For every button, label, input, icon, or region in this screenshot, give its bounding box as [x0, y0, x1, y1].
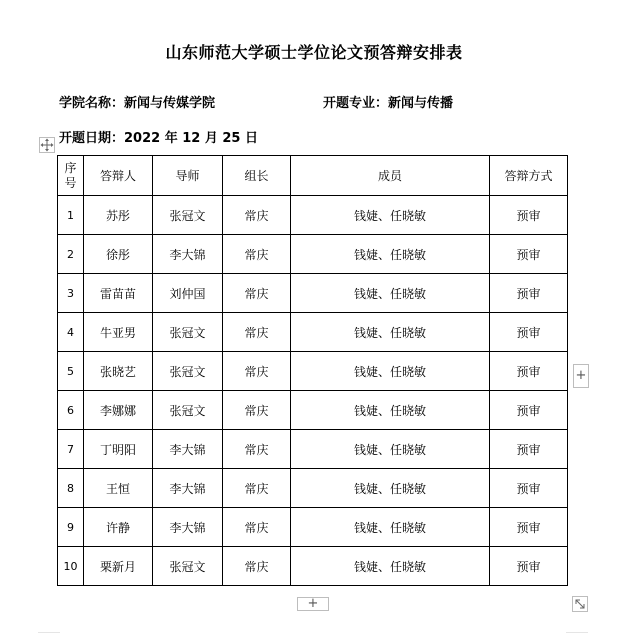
cell-members: 钱婕、任晓敏: [291, 547, 490, 586]
cell-method: 预审: [490, 391, 568, 430]
cell-student: 苏彤: [84, 196, 153, 235]
page-edge-left: [38, 632, 60, 633]
cell-student: 栗新月: [84, 547, 153, 586]
table-row: [58, 196, 568, 235]
cell-student: 李娜娜: [84, 391, 153, 430]
cell-advisor: 张冠文: [153, 352, 223, 391]
cell-student: 牛亚男: [84, 313, 153, 352]
table-resize-handle[interactable]: [572, 596, 588, 612]
cell-members: 钱婕、任晓敏: [291, 469, 490, 508]
table-row: [58, 547, 568, 586]
cell-index: 2: [58, 235, 84, 274]
cell-advisor: 张冠文: [153, 196, 223, 235]
cell-advisor: 李大锦: [153, 469, 223, 508]
cell-index: 4: [58, 313, 84, 352]
cell-members: 钱婕、任晓敏: [291, 352, 490, 391]
cell-members: 钱婕、任晓敏: [291, 430, 490, 469]
cell-leader: 常庆: [223, 352, 291, 391]
table-row: [58, 313, 568, 352]
cell-leader: 常庆: [223, 196, 291, 235]
cell-index: 1: [58, 196, 84, 235]
cell-student: 雷苗苗: [84, 274, 153, 313]
major-name: 开题专业：新闻与传播: [323, 96, 454, 111]
header-method: 答辩方式: [490, 156, 568, 196]
cell-leader: 常庆: [223, 469, 291, 508]
cell-student: 王恒: [84, 469, 153, 508]
cell-method: 预审: [490, 469, 568, 508]
cell-index: 5: [58, 352, 84, 391]
cell-leader: 常庆: [223, 274, 291, 313]
table-row: [58, 508, 568, 547]
header-leader: 组长: [223, 156, 291, 196]
cell-student: 张晓艺: [84, 352, 153, 391]
cell-method: 预审: [490, 508, 568, 547]
table-header-row: [58, 156, 568, 196]
cell-advisor: 李大锦: [153, 508, 223, 547]
header-advisor: 导师: [153, 156, 223, 196]
header-members: 成员: [291, 156, 490, 196]
cell-leader: 常庆: [223, 235, 291, 274]
cell-advisor: 张冠文: [153, 547, 223, 586]
cell-method: 预审: [490, 313, 568, 352]
cell-members: 钱婕、任晓敏: [291, 235, 490, 274]
cell-members: 钱婕、任晓敏: [291, 196, 490, 235]
document-title: 山东师范大学硕士学位论文预答辩安排表: [165, 43, 463, 62]
cell-advisor: 张冠文: [153, 391, 223, 430]
college-name: 学院名称：新闻与传媒学院: [59, 96, 216, 111]
cell-members: 钱婕、任晓敏: [291, 508, 490, 547]
cell-members: 钱婕、任晓敏: [291, 274, 490, 313]
table-move-handle[interactable]: [39, 137, 55, 153]
cell-index: 3: [58, 274, 84, 313]
cell-method: 预审: [490, 352, 568, 391]
defense-schedule-table: [57, 155, 568, 586]
cell-members: 钱婕、任晓敏: [291, 313, 490, 352]
cell-members: 钱婕、任晓敏: [291, 391, 490, 430]
cell-index: 6: [58, 391, 84, 430]
resize-icon: [573, 597, 587, 611]
cell-method: 预审: [490, 235, 568, 274]
header-index: 序号: [58, 156, 84, 196]
cell-leader: 常庆: [223, 391, 291, 430]
table-row: [58, 352, 568, 391]
cell-leader: 常庆: [223, 547, 291, 586]
cell-advisor: 刘仲国: [153, 274, 223, 313]
page-edge-right: [566, 632, 588, 633]
move-icon: [40, 138, 54, 152]
defense-date: 开题日期：2022 年 12 月 25 日: [59, 131, 258, 146]
cell-method: 预审: [490, 547, 568, 586]
cell-method: 预审: [490, 430, 568, 469]
header-student: 答辩人: [84, 156, 153, 196]
cell-student: 丁明阳: [84, 430, 153, 469]
add-column-button[interactable]: +: [573, 364, 589, 388]
cell-method: 预审: [490, 274, 568, 313]
cell-index: 7: [58, 430, 84, 469]
add-row-button[interactable]: +: [297, 597, 329, 611]
cell-leader: 常庆: [223, 508, 291, 547]
cell-student: 徐彤: [84, 235, 153, 274]
table-row: [58, 274, 568, 313]
cell-advisor: 张冠文: [153, 313, 223, 352]
table-row: [58, 235, 568, 274]
cell-leader: 常庆: [223, 430, 291, 469]
cell-index: 9: [58, 508, 84, 547]
table-row: [58, 391, 568, 430]
cell-index: 10: [58, 547, 84, 586]
cell-student: 许静: [84, 508, 153, 547]
cell-advisor: 李大锦: [153, 430, 223, 469]
cell-advisor: 李大锦: [153, 235, 223, 274]
cell-index: 8: [58, 469, 84, 508]
cell-leader: 常庆: [223, 313, 291, 352]
table-row: [58, 469, 568, 508]
cell-method: 预审: [490, 196, 568, 235]
table-row: [58, 430, 568, 469]
